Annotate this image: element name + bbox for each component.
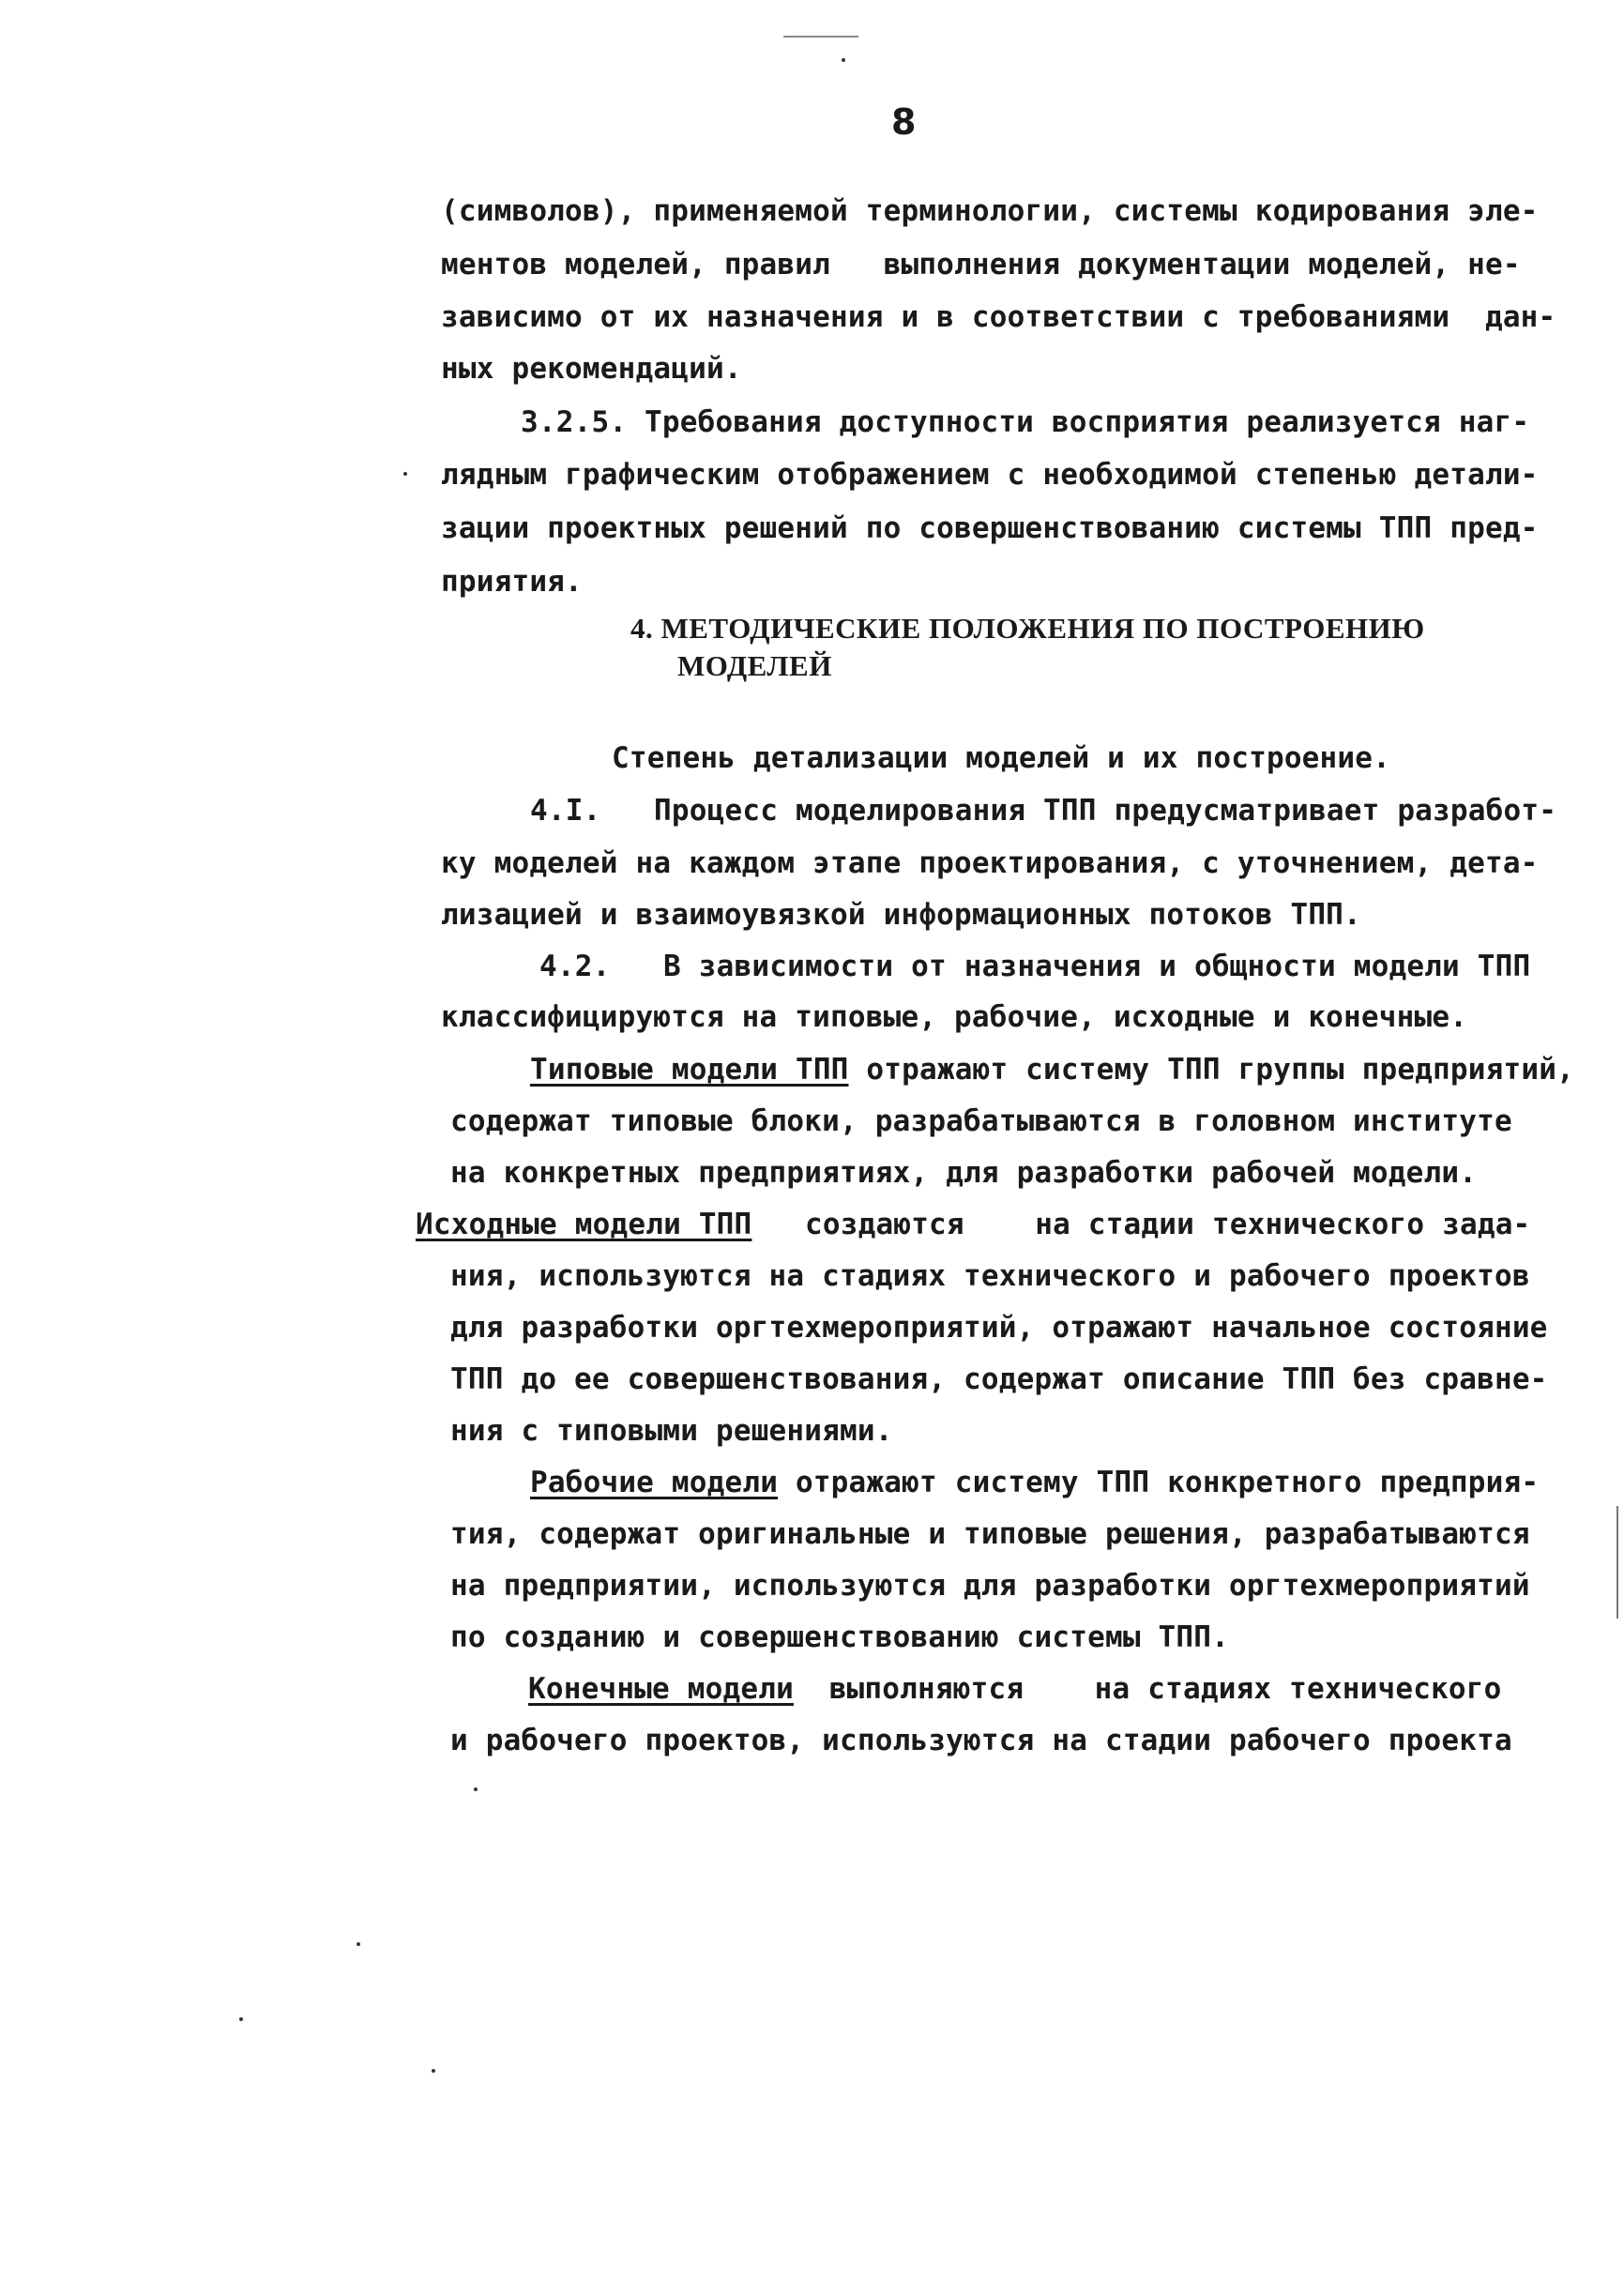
text-line: ния, используются на стадиях технического и рабочего проектов <box>450 1259 1530 1293</box>
final-models-rest: выполняются на стадиях технического <box>793 1672 1502 1706</box>
text-line: классифицируются на типовые, рабочие, исходные и конечные. <box>441 1000 1468 1034</box>
initial-models-term: Исходные модели ТПП <box>416 1208 752 1241</box>
text-line: на конкретных предприятиях, для разработки рабочей модели. <box>450 1156 1478 1190</box>
text-line: 4.2. В зависимости от назначения и общности модели ТПП <box>539 950 1531 983</box>
scan-speck <box>842 58 845 62</box>
final-models-line <box>528 1670 1502 1708</box>
text-line: ТПП до ее совершенствования, содержат описание ТПП без сравне- <box>450 1362 1548 1396</box>
typical-models-rest: отражают систему ТПП группы предприятий, <box>848 1053 1574 1087</box>
scan-speck <box>357 1942 360 1946</box>
text-line: тия, содержат оригинальные и типовые решения, разрабатываются <box>450 1517 1530 1551</box>
text-line: и рабочего проектов, используются на стадии рабочего проекта <box>450 1724 1512 1757</box>
scan-speck <box>474 1787 478 1791</box>
text-line: содержат типовые блоки, разрабатываются в головном институте <box>450 1104 1512 1138</box>
text-line: ку моделей на каждом этапе проектирования, с уточнением, дета- <box>441 846 1539 880</box>
initial-models-line <box>416 1206 1530 1243</box>
section-heading: 4. МЕТОДИЧЕСКИЕ ПОЛОЖЕНИЯ ПО ПОСТРОЕНИЮ <box>630 612 1425 645</box>
section-heading-line2: МОДЕЛЕЙ <box>677 649 832 682</box>
working-models-rest: отражают систему ТПП конкретного предприя- <box>778 1466 1540 1499</box>
typical-models-line <box>530 1051 1574 1088</box>
text-line: ния с типовыми решениями. <box>450 1414 893 1448</box>
initial-models-rest: создаются на стадии технического зада- <box>751 1208 1531 1241</box>
text-line: на предприятии, используются для разработки оргтехмероприятий <box>450 1569 1530 1603</box>
text-line: по созданию и совершенствованию системы ТПП. <box>450 1620 1229 1654</box>
page-number: 8 <box>891 101 917 143</box>
text-line: лизацией и взаимоувязкой информационных потоков ТПП. <box>441 898 1361 932</box>
text-line: 4.I. Процесс моделирования ТПП предусматривает разработ- <box>530 794 1557 828</box>
scan-speck <box>432 2069 435 2073</box>
final-models-term: Конечные модели <box>528 1672 794 1706</box>
top-scan-mark <box>783 36 858 38</box>
text-line: зации проектных решений по совершенствованию системы ТПП пред- <box>441 511 1539 545</box>
working-models-line <box>530 1464 1539 1501</box>
text-line: (символов), применяемой терминологии, системы кодирования эле- <box>441 194 1539 228</box>
working-models-term: Рабочие модели <box>530 1466 779 1499</box>
scan-speck <box>239 2017 243 2021</box>
typical-models-term: Типовые модели ТПП <box>530 1053 849 1087</box>
subheading: Степень детализации моделей и их построение. <box>612 741 1390 775</box>
text-line: ных рекомендаций. <box>441 352 742 386</box>
scan-edge-mark <box>1616 1506 1618 1619</box>
text-line: 3.2.5. Требования доступности восприятия реализуется наг- <box>521 405 1530 439</box>
text-line: ментов моделей, правил выполнения документации моделей, не- <box>441 248 1521 281</box>
text-line: приятия. <box>441 565 583 599</box>
text-line: зависимо от их назначения и в соответствии с требованиями дан- <box>441 300 1556 334</box>
text-line: для разработки оргтехмероприятий, отражают начальное состояние <box>450 1311 1548 1345</box>
text-line: лядным графическим отображением с необходимой степенью детали- <box>441 458 1539 492</box>
scan-speck <box>403 472 407 476</box>
